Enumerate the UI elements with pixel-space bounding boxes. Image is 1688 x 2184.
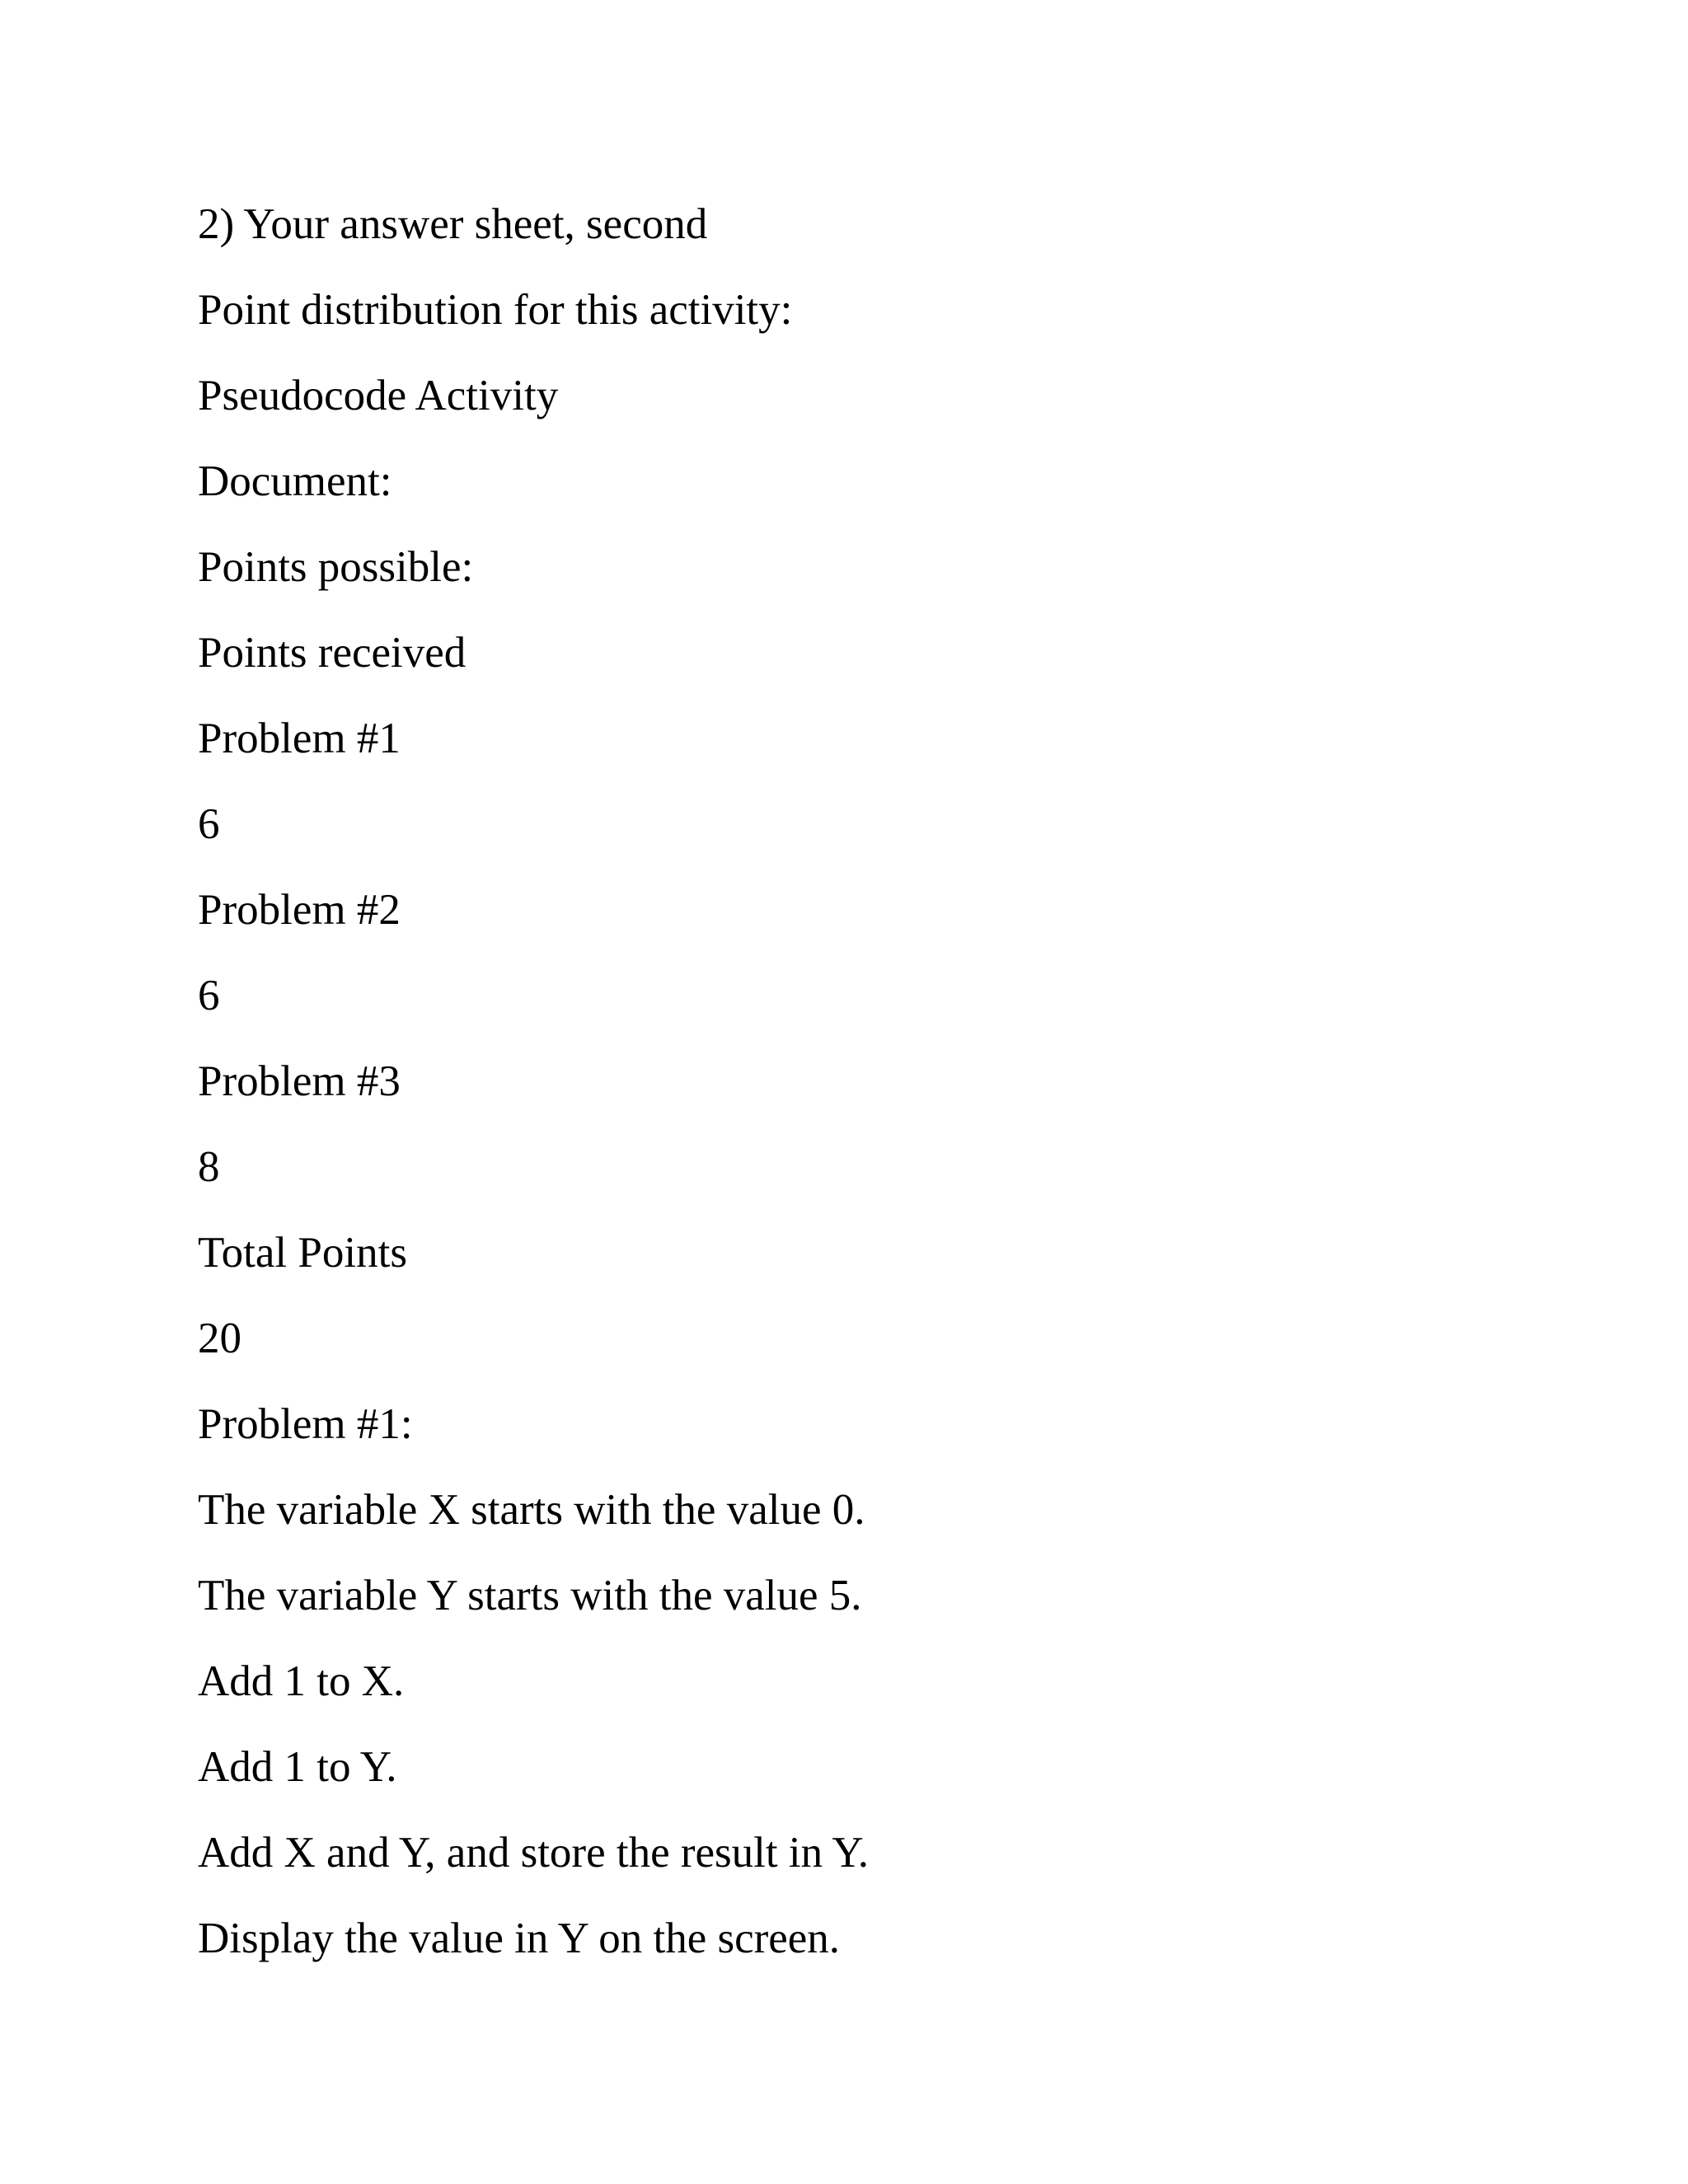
answer-sheet-heading: 2) Your answer sheet, second — [198, 200, 708, 248]
instruction-add-to-x: Add 1 to X. — [198, 1657, 405, 1705]
document-label: Document: — [198, 457, 392, 505]
problem-1-points: 6 — [198, 800, 220, 848]
problem-3-label: Problem #3 — [198, 1057, 401, 1105]
problem-3-points: 8 — [198, 1143, 220, 1191]
document-text-lines — [198, 191, 1599, 1991]
problem-2-label: Problem #2 — [198, 886, 401, 934]
total-points-label: Total Points — [198, 1229, 407, 1277]
activity-title: Pseudocode Activity — [198, 372, 559, 419]
instruction-add-to-y: Add 1 to Y. — [198, 1743, 397, 1791]
instruction-add-x-y: Add X and Y, and store the result in Y. — [198, 1829, 870, 1877]
problem-1-heading: Problem #1: — [198, 1400, 413, 1448]
instruction-display-y: Display the value in Y on the screen. — [198, 1915, 841, 1962]
points-possible-label: Points possible: — [198, 543, 474, 591]
instruction-y-initial: The variable Y starts with the value 5. — [198, 1572, 862, 1619]
problem-1-label: Problem #1 — [198, 715, 401, 762]
instruction-x-initial: The variable X starts with the value 0. — [198, 1486, 865, 1534]
points-received-label: Points received — [198, 629, 467, 677]
problem-2-points: 6 — [198, 972, 220, 1019]
total-points-value: 20 — [198, 1315, 241, 1362]
point-distribution-label: Point distribution for this activity: — [198, 286, 793, 334]
